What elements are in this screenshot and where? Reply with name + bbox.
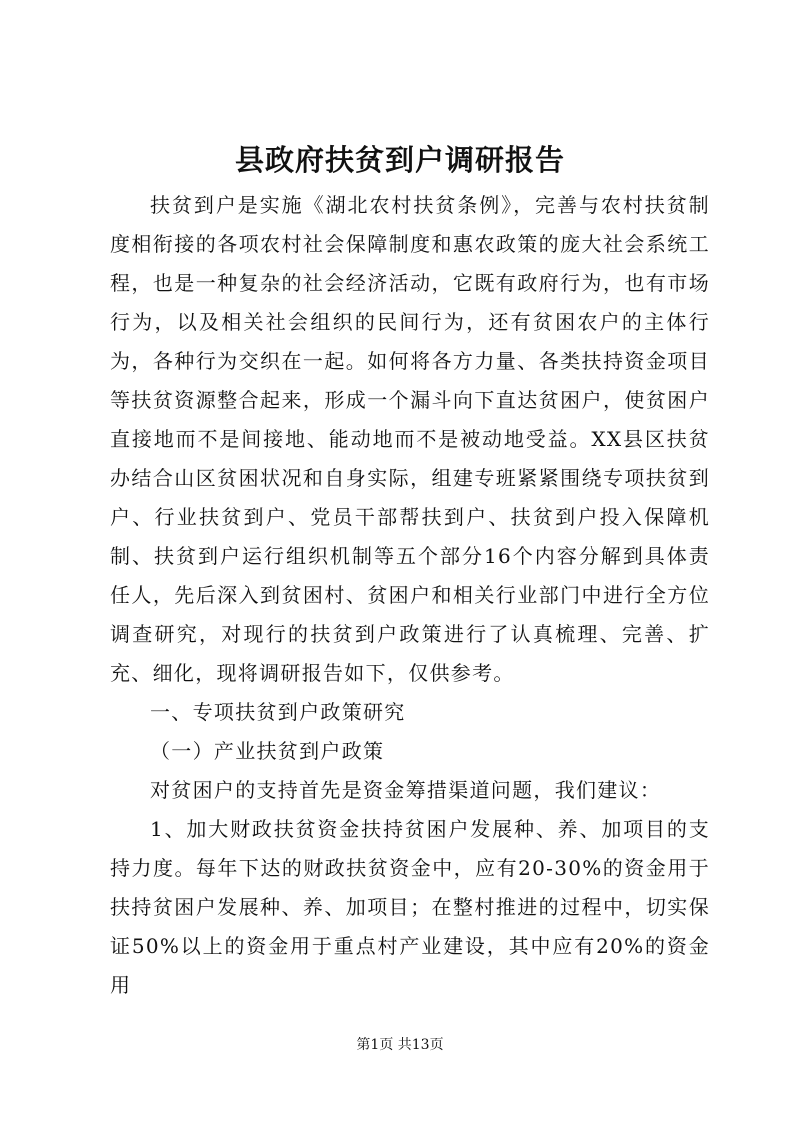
section-heading: 一、专项扶贫到户政策研究 [150,700,406,724]
document-body [110,186,710,1005]
document-title: 县政府扶贫到户调研报告 [234,143,565,177]
paragraph-intro: 扶贫到户是实施《湖北农村扶贫条例》，完善与农村扶贫制度相衔接的各项农村社会保障制度和惠农政策的庞大社会系统工程，也是一种复杂的社会经济活动，它既有政府行为，也有市场行为，以及相关社会组织的民间行为，还有贫困农户的主体行为，各种行为交织在一起。如何将各方力量、各类扶持资金项目等扶贫资源整合起来，形成一个漏斗向下直达贫困户，使贫困户直接地而不是间接地、能动地而不是被动地受益。XX县区扶贫办结合山区贫困状况和自身实际，组建专班紧紧围绕专项扶贫到户、行业扶贫到户、党员干部帮扶到户、扶贫到户投入保障机制、扶贫到户运行组织机制等五个部分16个内容分解到具体责任人，先后深入到贫困村、贫困户和相关行业部门中进行全方位调查研究，对现行的扶贫到户政策进行了认真梳理、完善、扩充、细化，现将调研报告如下，仅供参考。 [110,193,710,685]
paragraph-item-1: 1、加大财政扶贫资金扶持贫困户发展种、养、加项目的支持力度。每年下达的财政扶贫资金中，应有20-30%的资金用于扶持贫困户发展种、养、加项目；在整村推进的过程中，切实保证50%以上的资金用于重点村产业建设，其中应有20%的资金用 [110,817,710,997]
subsection-heading: （一）产业扶贫到户政策 [150,739,385,763]
page-number-footer: 第1页 共13页 [356,1037,444,1053]
paragraph-suggestion-intro: 对贫困户的支持首先是资金筹措渠道问题，我们建议： [150,778,662,802]
